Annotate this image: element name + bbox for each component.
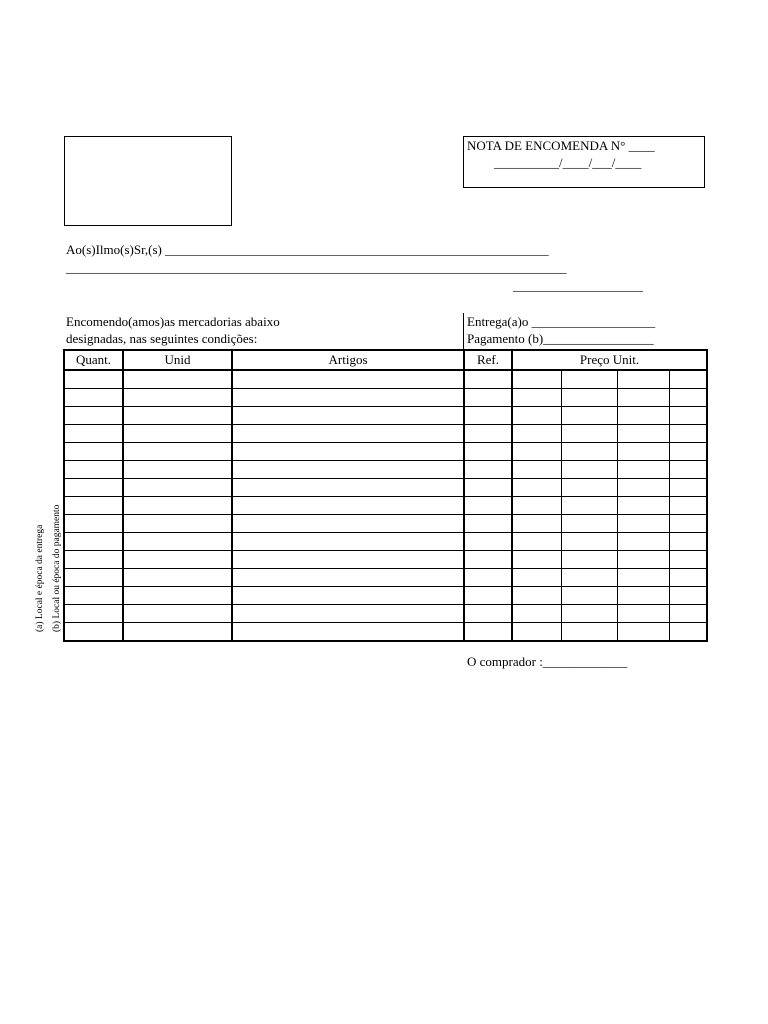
table-header-row [64,350,707,370]
unid-cell[interactable] [123,515,232,533]
artigos-cell[interactable] [232,533,464,551]
table-row [64,533,707,551]
artigos-cell[interactable] [232,461,464,479]
ref-cell[interactable] [464,623,512,642]
quant-cell[interactable] [64,605,123,623]
artigos-cell[interactable] [232,623,464,642]
col-header-artigos: Artigos [232,350,464,370]
ref-cell[interactable] [464,515,512,533]
preco-cell-3[interactable] [617,407,669,425]
preco-cell-4[interactable] [669,497,707,515]
preco-cell-1[interactable] [512,623,561,642]
artigos-cell[interactable] [232,389,464,407]
unid-cell[interactable] [123,407,232,425]
preco-cell-3[interactable] [617,370,669,389]
table-row [64,370,707,389]
preco-cell-1[interactable] [512,407,561,425]
quant-cell[interactable] [64,533,123,551]
quant-cell[interactable] [64,497,123,515]
table-row [64,569,707,587]
preco-cell-1[interactable] [512,569,561,587]
recipient-line-3[interactable]: ____________________ [513,278,643,293]
table-row [64,479,707,497]
preco-cell-3[interactable] [617,551,669,569]
col-header-unid: Unid [123,350,232,370]
preco-cell-3[interactable] [617,605,669,623]
ref-cell[interactable] [464,587,512,605]
unid-cell[interactable] [123,497,232,515]
artigos-cell[interactable] [232,551,464,569]
preco-cell-4[interactable] [669,623,707,642]
table-row [64,443,707,461]
col-header-ref: Ref. [464,350,512,370]
preco-cell-2[interactable] [561,605,617,623]
quant-cell[interactable] [64,425,123,443]
preco-cell-4[interactable] [669,389,707,407]
preco-cell-4[interactable] [669,587,707,605]
artigos-cell[interactable] [232,515,464,533]
preco-cell-2[interactable] [561,623,617,642]
preco-cell-3[interactable] [617,443,669,461]
table-row [64,389,707,407]
preco-cell-1[interactable] [512,533,561,551]
order-intro-line-1: Encomendo(amos)as mercadorias abaixo [66,314,280,329]
preco-cell-4[interactable] [669,443,707,461]
preco-cell-4[interactable] [669,569,707,587]
ref-cell[interactable] [464,425,512,443]
preco-cell-3[interactable] [617,479,669,497]
preco-cell-2[interactable] [561,569,617,587]
order-title: NOTA DE ENCOMENDA N° ____ [467,138,655,153]
table-row [64,515,707,533]
preco-cell-3[interactable] [617,533,669,551]
ref-cell[interactable] [464,443,512,461]
preco-cell-1[interactable] [512,605,561,623]
table-row [64,407,707,425]
table-row [64,623,707,642]
preco-cell-4[interactable] [669,479,707,497]
preco-cell-1[interactable] [512,461,561,479]
conditions-divider [463,313,464,350]
preco-cell-4[interactable] [669,551,707,569]
quant-cell[interactable] [64,389,123,407]
preco-cell-4[interactable] [669,425,707,443]
ref-cell[interactable] [464,370,512,389]
col-header-quant: Quant. [64,350,123,370]
preco-cell-4[interactable] [669,370,707,389]
preco-cell-3[interactable] [617,425,669,443]
quant-cell[interactable] [64,443,123,461]
artigos-cell[interactable] [232,605,464,623]
preco-cell-2[interactable] [561,515,617,533]
preco-cell-3[interactable] [617,587,669,605]
logo-placeholder-box [64,136,232,226]
preco-cell-2[interactable] [561,461,617,479]
unid-cell[interactable] [123,587,232,605]
preco-cell-2[interactable] [561,497,617,515]
ref-cell[interactable] [464,479,512,497]
artigos-cell[interactable] [232,407,464,425]
artigos-cell[interactable] [232,425,464,443]
preco-cell-3[interactable] [617,515,669,533]
artigos-cell[interactable] [232,569,464,587]
table-row [64,497,707,515]
ref-cell[interactable] [464,551,512,569]
preco-cell-3[interactable] [617,623,669,642]
unid-cell[interactable] [123,389,232,407]
artigos-cell[interactable] [232,479,464,497]
preco-cell-2[interactable] [561,425,617,443]
preco-cell-2[interactable] [561,407,617,425]
order-date-line: __________/____/___/____ [494,155,642,170]
artigos-cell[interactable] [232,443,464,461]
table-row [64,605,707,623]
preco-cell-2[interactable] [561,479,617,497]
preco-cell-2[interactable] [561,551,617,569]
preco-cell-3[interactable] [617,569,669,587]
artigos-cell[interactable] [232,370,464,389]
preco-cell-4[interactable] [669,407,707,425]
preco-cell-4[interactable] [669,461,707,479]
delivery-field[interactable]: Entrega(a)o ___________________ [467,314,656,329]
quant-cell[interactable] [64,623,123,642]
unid-cell[interactable] [123,605,232,623]
unid-cell[interactable] [123,569,232,587]
preco-cell-1[interactable] [512,479,561,497]
unid-cell[interactable] [123,479,232,497]
preco-cell-4[interactable] [669,515,707,533]
ref-cell[interactable] [464,407,512,425]
unid-cell[interactable] [123,443,232,461]
ref-cell[interactable] [464,533,512,551]
preco-cell-1[interactable] [512,389,561,407]
quant-cell[interactable] [64,407,123,425]
preco-cell-2[interactable] [561,587,617,605]
ref-cell[interactable] [464,389,512,407]
preco-cell-1[interactable] [512,587,561,605]
unid-cell[interactable] [123,461,232,479]
preco-cell-1[interactable] [512,551,561,569]
unid-cell[interactable] [123,623,232,642]
table-row [64,587,707,605]
quant-cell[interactable] [64,569,123,587]
quant-cell[interactable] [64,479,123,497]
artigos-cell[interactable] [232,497,464,515]
buyer-signature-field[interactable]: O comprador :_____________ [467,654,628,669]
quant-cell[interactable] [64,515,123,533]
ref-cell[interactable] [464,497,512,515]
unid-cell[interactable] [123,551,232,569]
preco-cell-4[interactable] [669,605,707,623]
preco-cell-3[interactable] [617,389,669,407]
quant-cell[interactable] [64,370,123,389]
col-header-preco-unit: Preço Unit. [512,350,707,370]
preco-cell-2[interactable] [561,443,617,461]
preco-cell-1[interactable] [512,497,561,515]
quant-cell[interactable] [64,461,123,479]
preco-cell-2[interactable] [561,533,617,551]
table-row [64,551,707,569]
ref-cell[interactable] [464,569,512,587]
ref-cell[interactable] [464,461,512,479]
payment-field[interactable]: Pagamento (b)_________________ [467,331,654,346]
quant-cell[interactable] [64,551,123,569]
preco-cell-3[interactable] [617,497,669,515]
unid-cell[interactable] [123,425,232,443]
preco-cell-2[interactable] [561,370,617,389]
table-row [64,425,707,443]
recipient-line-1[interactable]: Ao(s)Ilmo(s)Sr,(s) ___________________________________________________________ [66,242,549,257]
unid-cell[interactable] [123,370,232,389]
table-row [64,461,707,479]
preco-cell-4[interactable] [669,533,707,551]
ref-cell[interactable] [464,605,512,623]
preco-cell-1[interactable] [512,370,561,389]
artigos-cell[interactable] [232,587,464,605]
recipient-line-2[interactable]: _____________________________________________________________________________ [66,260,567,275]
preco-cell-2[interactable] [561,389,617,407]
order-intro-line-2: designadas, nas seguintes condições: [66,331,258,346]
order-number-box [463,136,705,188]
items-table [63,349,708,642]
unid-cell[interactable] [123,533,232,551]
preco-cell-1[interactable] [512,425,561,443]
preco-cell-1[interactable] [512,443,561,461]
note-a: (a) Local e época da entrega [35,524,45,632]
quant-cell[interactable] [64,587,123,605]
note-b: (b) Local ou época do pagamento [52,504,62,632]
preco-cell-3[interactable] [617,461,669,479]
preco-cell-1[interactable] [512,515,561,533]
